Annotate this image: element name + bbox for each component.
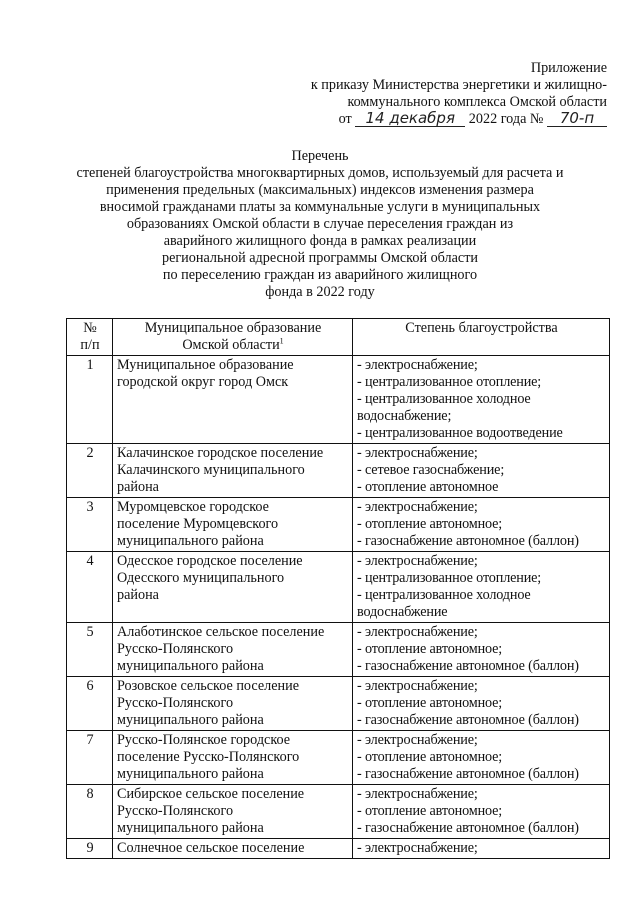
row-number: 4 <box>67 552 113 623</box>
title-line: аварийного жилищного фонда в рамках реализации <box>163 233 477 249</box>
row-number: 1 <box>67 356 113 444</box>
degree-line: - электроснабжение; <box>357 786 478 802</box>
table-row <box>67 498 610 552</box>
appendix-header <box>267 60 607 128</box>
degree-cell <box>353 552 610 623</box>
handwritten-date: 14 декабря <box>355 111 465 127</box>
degree-line: - отопление автономное; <box>357 803 503 819</box>
degree-line: - централизованное холодное <box>357 587 531 603</box>
degree-line: - отопление автономное; <box>357 749 503 765</box>
degree-line: - электроснабжение; <box>357 499 478 515</box>
degree-cell <box>353 444 610 498</box>
from-prefix: от <box>338 111 352 127</box>
municipality-line: муниципального района <box>117 712 264 728</box>
order-line-2: коммунального комплекса Омской области <box>347 94 607 110</box>
degree-line: - централизованное отопление; <box>357 570 542 586</box>
municipality-line: Русско-Полянское городское <box>117 732 291 748</box>
degree-cell <box>353 677 610 731</box>
municipality-line: Русско-Полянского <box>117 803 234 819</box>
order-date-line <box>267 111 607 128</box>
municipality-line: муниципального района <box>117 820 264 836</box>
year-text: 2022 года № <box>468 111 544 127</box>
degree-line: - отопление автономное <box>357 479 499 495</box>
degree-line: - газоснабжение автономное (баллон) <box>357 712 579 728</box>
municipality-cell <box>113 839 353 859</box>
title-line: фонда в 2022 году <box>265 284 375 300</box>
municipality-line: Алаботинское сельское поселение <box>117 624 325 640</box>
municipality-line: поселение Русско-Полянского <box>117 749 300 765</box>
municipality-cell <box>113 552 353 623</box>
municipality-line: Солнечное сельское поселение <box>117 840 305 856</box>
degree-line: - газоснабжение автономное (баллон) <box>357 766 579 782</box>
municipality-cell <box>113 677 353 731</box>
municipality-line: муниципального района <box>117 766 264 782</box>
degree-cell <box>353 623 610 677</box>
title-line: применения предельных (максимальных) индексов изменения размера <box>106 182 534 198</box>
title-line: по переселению граждан из аварийного жилищного <box>162 267 478 283</box>
degree-line: - электроснабжение; <box>357 553 478 569</box>
municipality-line: Русско-Полянского <box>117 641 234 657</box>
row-number: 8 <box>67 785 113 839</box>
degree-line: водоснабжение <box>357 604 448 620</box>
appendix-label: Приложение <box>530 60 607 76</box>
municipality-line: Калачинское городское поселение <box>117 445 324 461</box>
row-number: 6 <box>67 677 113 731</box>
table-row <box>67 552 610 623</box>
degree-line: - электроснабжение; <box>357 445 478 461</box>
municipality-cell <box>113 444 353 498</box>
title-line: образованиях Омской области в случае переселения граждан из <box>126 216 514 232</box>
title-line: Перечень <box>291 148 349 164</box>
municipality-line: муниципального района <box>117 658 264 674</box>
degree-line: - сетевое газоснабжение; <box>357 462 505 478</box>
document-title <box>40 148 600 301</box>
degree-cell <box>353 356 610 444</box>
municipality-cell <box>113 623 353 677</box>
row-number: 2 <box>67 444 113 498</box>
row-number: 7 <box>67 731 113 785</box>
header-municipality: Муниципальное образование Омской области$^1$ <box>113 319 353 356</box>
row-number: 3 <box>67 498 113 552</box>
degree-line: - централизованное отопление; <box>357 374 542 390</box>
table-row <box>67 785 610 839</box>
footnote-mark: 1 <box>279 336 284 346</box>
degree-line: - централизованное водоотведение <box>357 425 563 441</box>
table-header-row <box>67 319 610 356</box>
table-row <box>67 444 610 498</box>
row-number: 9 <box>67 839 113 859</box>
municipality-line: Одесское городское поселение <box>117 553 303 569</box>
degree-line: - электроснабжение; <box>357 624 478 640</box>
municipality-line: поселение Муромцевского <box>117 516 279 532</box>
municipality-cell <box>113 498 353 552</box>
degree-line: - электроснабжение; <box>357 357 478 373</box>
municipality-line: Одесского муниципального <box>117 570 285 586</box>
municipality-line: Сибирское сельское поселение <box>117 786 305 802</box>
table-row <box>67 677 610 731</box>
degree-cell <box>353 731 610 785</box>
degree-line: водоснабжение; <box>357 408 452 424</box>
degree-table <box>66 318 610 859</box>
municipality-line: района <box>117 479 159 495</box>
degree-cell <box>353 785 610 839</box>
municipality-line: муниципального района <box>117 533 264 549</box>
title-line: вносимой гражданами платы за коммунальные услуги в муниципальных <box>99 199 541 215</box>
table-row <box>67 731 610 785</box>
degree-line: - отопление автономное; <box>357 641 503 657</box>
header-num: № п/п <box>67 319 113 356</box>
handwritten-number: 70-п <box>547 111 607 127</box>
degree-cell <box>353 839 610 859</box>
table-row <box>67 839 610 859</box>
row-number: 5 <box>67 623 113 677</box>
degree-cell <box>353 498 610 552</box>
municipality-line: Муромцевское городское <box>117 499 269 515</box>
title-line: региональной адресной программы Омской области <box>161 250 479 266</box>
table-row <box>67 356 610 444</box>
degree-line: - отопление автономное; <box>357 516 503 532</box>
degree-line: - электроснабжение; <box>357 840 478 856</box>
municipality-line: Русско-Полянского <box>117 695 234 711</box>
municipality-line: района <box>117 587 159 603</box>
degree-line: - электроснабжение; <box>357 732 478 748</box>
municipality-line: Розовское сельское поселение <box>117 678 300 694</box>
degree-line: - газоснабжение автономное (баллон) <box>357 533 579 549</box>
header-degree: Степень благоустройства <box>353 319 610 356</box>
degree-line: - электроснабжение; <box>357 678 478 694</box>
degree-line: - газоснабжение автономное (баллон) <box>357 658 579 674</box>
order-line-1: к приказу Министерства энергетики и жилищно- <box>310 77 607 93</box>
municipality-line: Муниципальное образование <box>117 357 294 373</box>
table-row <box>67 623 610 677</box>
municipality-line: городской округ город Омск <box>117 374 289 390</box>
municipality-cell <box>113 785 353 839</box>
degree-line: - отопление автономное; <box>357 695 503 711</box>
municipality-cell <box>113 731 353 785</box>
degree-line: - централизованное холодное <box>357 391 531 407</box>
municipality-line: Калачинского муниципального <box>117 462 305 478</box>
municipality-cell <box>113 356 353 444</box>
degree-line: - газоснабжение автономное (баллон) <box>357 820 579 836</box>
title-line: степеней благоустройства многоквартирных домов, используемый для расчета и <box>76 165 564 181</box>
